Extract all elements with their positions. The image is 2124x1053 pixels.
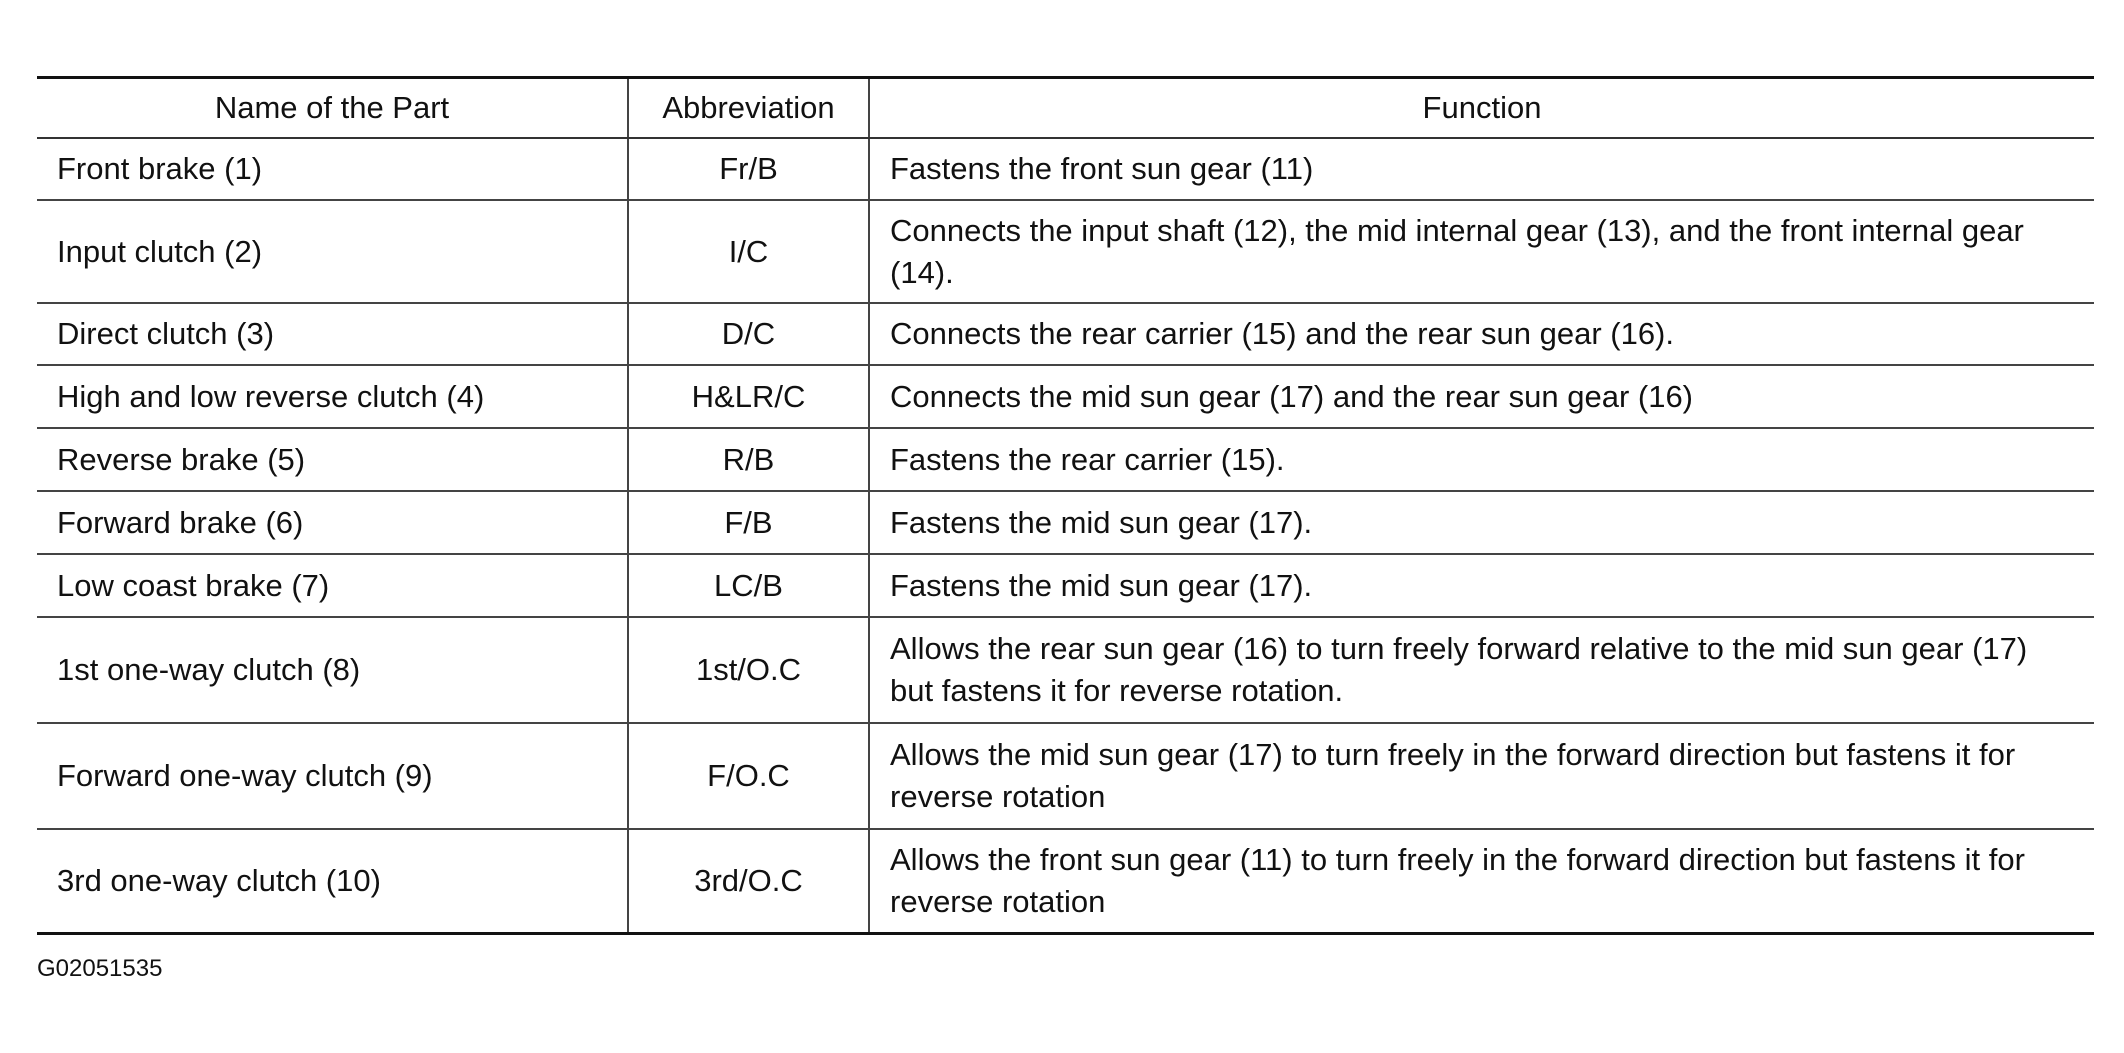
function-cell: Fastens the front sun gear (11) bbox=[869, 138, 2094, 200]
function-cell: Connects the rear carrier (15) and the rear sun gear (16). bbox=[869, 303, 2094, 365]
abbreviation-cell: 1st/O.C bbox=[628, 617, 869, 723]
function-cell: Allows the front sun gear (11) to turn freely in the forward direction but fastens it for reverse rotation bbox=[869, 829, 2094, 933]
abbreviation-cell: LC/B bbox=[628, 554, 869, 617]
table-row bbox=[37, 617, 2094, 723]
table-row bbox=[37, 723, 2094, 829]
parts-function-table bbox=[37, 76, 2094, 935]
table-row bbox=[37, 491, 2094, 554]
part-name-cell: Forward brake (6) bbox=[37, 491, 628, 554]
function-cell: Fastens the mid sun gear (17). bbox=[869, 554, 2094, 617]
table-row bbox=[37, 829, 2094, 933]
table-row bbox=[37, 554, 2094, 617]
part-name-cell: High and low reverse clutch (4) bbox=[37, 365, 628, 428]
table-header-row bbox=[37, 78, 2094, 139]
table-row bbox=[37, 365, 2094, 428]
table-row bbox=[37, 303, 2094, 365]
abbreviation-cell: F/B bbox=[628, 491, 869, 554]
function-cell: Fastens the mid sun gear (17). bbox=[869, 491, 2094, 554]
table-row bbox=[37, 138, 2094, 200]
part-name-cell: Direct clutch (3) bbox=[37, 303, 628, 365]
figure-id: G02051535 bbox=[37, 955, 163, 982]
column-header-abbreviation: Abbreviation bbox=[628, 78, 869, 139]
function-cell: Allows the rear sun gear (16) to turn freely forward relative to the mid sun gear (17) but fastens it for reverse rotation. bbox=[869, 617, 2094, 723]
table-row bbox=[37, 200, 2094, 303]
function-cell: Fastens the rear carrier (15). bbox=[869, 428, 2094, 491]
column-header-name: Name of the Part bbox=[37, 78, 628, 139]
abbreviation-cell: R/B bbox=[628, 428, 869, 491]
function-cell: Connects the mid sun gear (17) and the rear sun gear (16) bbox=[869, 365, 2094, 428]
part-name-cell: 3rd one-way clutch (10) bbox=[37, 829, 628, 933]
abbreviation-cell: D/C bbox=[628, 303, 869, 365]
part-name-cell: Front brake (1) bbox=[37, 138, 628, 200]
abbreviation-cell: Fr/B bbox=[628, 138, 869, 200]
abbreviation-cell: H&LR/C bbox=[628, 365, 869, 428]
part-name-cell: Forward one-way clutch (9) bbox=[37, 723, 628, 829]
function-cell: Connects the input shaft (12), the mid internal gear (13), and the front internal gear (14). bbox=[869, 200, 2094, 303]
table-row bbox=[37, 428, 2094, 491]
function-cell: Allows the mid sun gear (17) to turn freely in the forward direction but fastens it for reverse rotation bbox=[869, 723, 2094, 829]
part-name-cell: Reverse brake (5) bbox=[37, 428, 628, 491]
abbreviation-cell: F/O.C bbox=[628, 723, 869, 829]
part-name-cell: Low coast brake (7) bbox=[37, 554, 628, 617]
abbreviation-cell: 3rd/O.C bbox=[628, 829, 869, 933]
part-name-cell: 1st one-way clutch (8) bbox=[37, 617, 628, 723]
part-name-cell: Input clutch (2) bbox=[37, 200, 628, 303]
abbreviation-cell: I/C bbox=[628, 200, 869, 303]
parts-function-table-container bbox=[37, 76, 2094, 935]
column-header-function: Function bbox=[869, 78, 2094, 139]
